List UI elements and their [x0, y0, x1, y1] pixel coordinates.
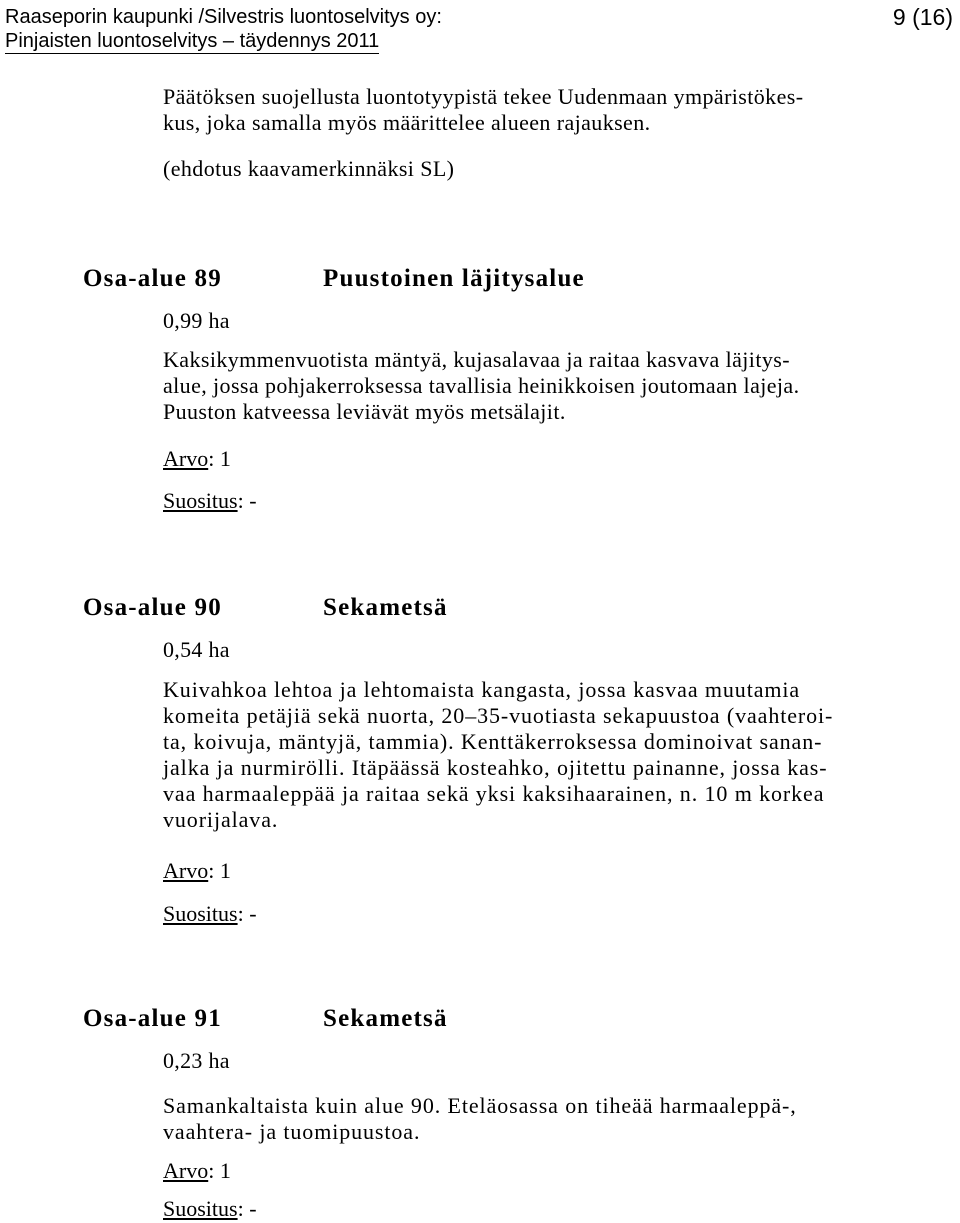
- header-subtitle: Pinjaisten luontoselvitys – täydennys 2011: [5, 30, 380, 52]
- section-description: [163, 677, 923, 833]
- description-line: Kuivahkoa lehtoa ja lehtomaista kangasta, jossa kasvaa muutamia: [163, 677, 801, 702]
- description-line: jalka ja nurmirölli. Itäpäässä kosteahko, ojitettu painanne, jossa kas-: [163, 755, 828, 780]
- description-line: Puuston katveessa leviävät myös metsälajit.: [163, 399, 566, 424]
- suositus-value: : -: [237, 1196, 257, 1221]
- suositus-row: [163, 1196, 257, 1222]
- section-label: Osa-alue 90: [83, 594, 222, 621]
- description-line: vuorijalava.: [163, 807, 279, 832]
- description-line: ta, koivuja, mäntyjä, tammia). Kenttäkerroksessa dominoivat sanan-: [163, 729, 823, 754]
- page-header: [5, 5, 953, 54]
- suositus-value: : -: [237, 488, 257, 513]
- description-line: vaahtera- ja tuomipuustoa.: [163, 1119, 421, 1144]
- description-line: vaa harmaaleppää ja raitaa sekä yksi kaksihaarainen, n. 10 m korkea: [163, 781, 825, 806]
- arvo-value: : 1: [208, 858, 231, 883]
- section-area: 0,23 ha: [163, 1048, 230, 1073]
- header-title: Raaseporin kaupunki /Silvestris luontoselvitys oy:: [5, 6, 442, 28]
- section-title: Sekametsä: [323, 594, 448, 621]
- arvo-row: [163, 1158, 231, 1184]
- description-line: komeita petäjiä sekä nuorta, 20–35-vuotiasta sekapuustoa (vaahteroi-: [163, 703, 834, 728]
- suositus-label: Suositus: [163, 901, 238, 926]
- arvo-row: [163, 446, 231, 472]
- section-area: 0,99 ha: [163, 308, 230, 333]
- section-title: Puustoinen läjitysalue: [323, 265, 585, 292]
- description-line: Samankaltaista kuin alue 90. Eteläosassa on tiheää harmaaleppä-,: [163, 1093, 797, 1118]
- intro-note: (ehdotus kaavamerkinnäksi SL): [163, 156, 455, 181]
- suositus-label: Suositus: [163, 488, 238, 513]
- section-label: Osa-alue 91: [83, 1005, 222, 1032]
- section-title: Sekametsä: [323, 1005, 448, 1032]
- arvo-value: : 1: [208, 1158, 231, 1183]
- arvo-label: Arvo: [163, 1158, 209, 1183]
- arvo-row: [163, 858, 231, 884]
- description-line: Kaksikymmenvuotista mäntyä, kujasalavaa ja raitaa kasvava läjitys-: [163, 347, 790, 372]
- arvo-label: Arvo: [163, 446, 209, 471]
- arvo-value: : 1: [208, 446, 231, 471]
- suositus-row: [163, 901, 257, 927]
- suositus-row: [163, 488, 257, 514]
- section-description: [163, 1093, 923, 1145]
- intro-line: kus, joka samalla myös määrittelee alueen rajauksen.: [163, 110, 651, 135]
- section-description: [163, 347, 923, 425]
- section-area: 0,54 ha: [163, 637, 230, 662]
- suositus-label: Suositus: [163, 1196, 238, 1221]
- suositus-value: : -: [237, 901, 257, 926]
- section-label: Osa-alue 89: [83, 265, 222, 292]
- page-number: 9 (16): [892, 4, 953, 30]
- intro-paragraph: [163, 84, 923, 136]
- description-line: alue, jossa pohjakerroksessa tavallisia heinikkoisen joutomaan lajeja.: [163, 373, 800, 398]
- arvo-label: Arvo: [163, 858, 209, 883]
- intro-line: Päätöksen suojellusta luontotyypistä tekee Uudenmaan ympäristökes-: [163, 84, 804, 109]
